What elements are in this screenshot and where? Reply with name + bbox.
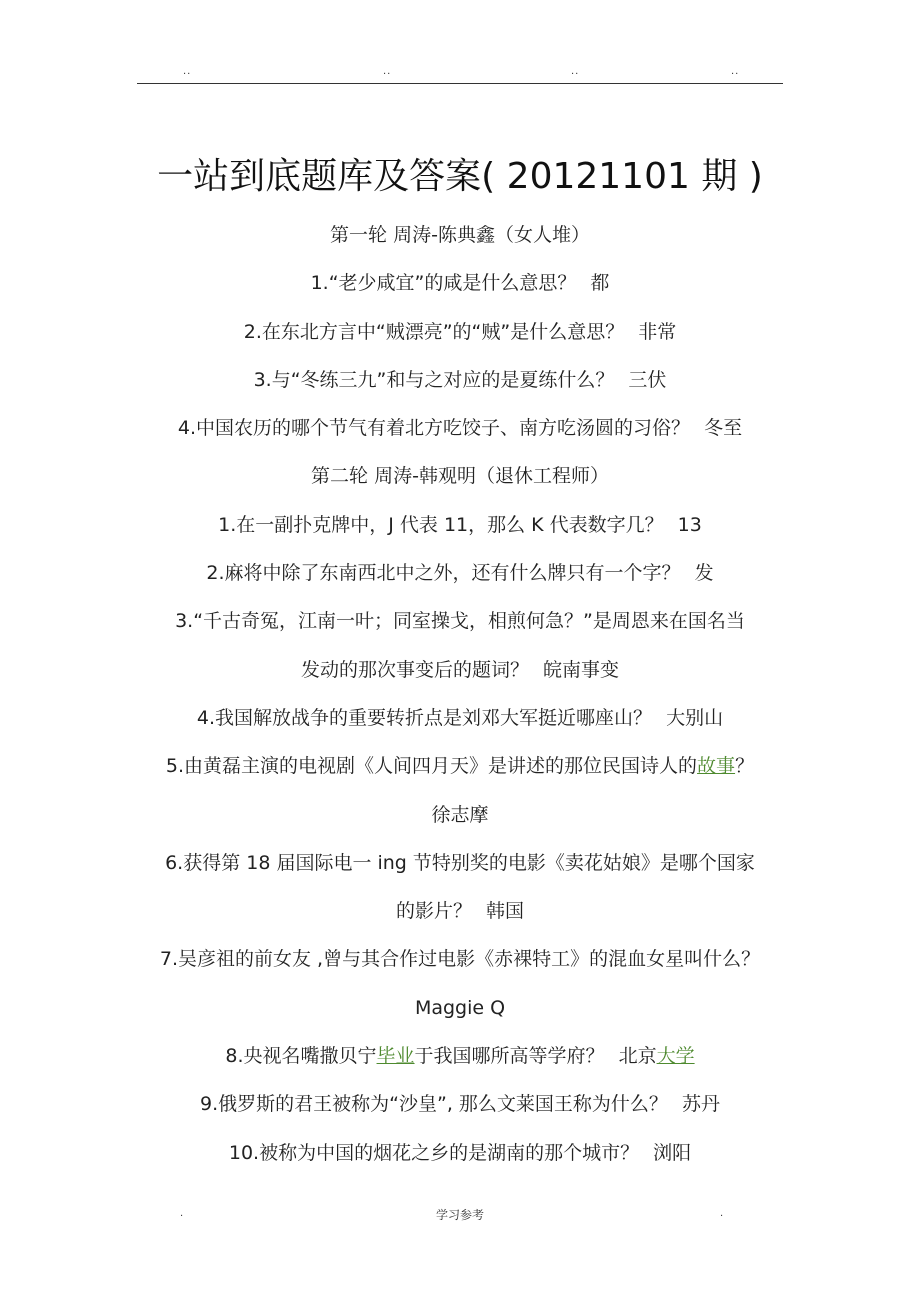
question-line: [130, 935, 790, 983]
question-text: 9.俄罗斯的君王被称为“沙皇”, 那么文莱国王称为什么？: [200, 1093, 668, 1116]
footer-text: 学习参考: [435, 1208, 484, 1222]
question-line: [130, 887, 790, 935]
answer-text: 非常: [638, 320, 677, 343]
question-line: [130, 308, 790, 356]
answer-text: 北京: [618, 1045, 657, 1068]
question-text: 5.由黄磊主演的电视剧《人间四月天》是讲述的那位民国诗人的: [165, 755, 698, 778]
answer-text: 苏丹: [681, 1093, 720, 1116]
answer-text: 皖南事变: [543, 658, 620, 681]
answer-text: 浏阳: [653, 1141, 692, 1164]
header-mark: ..: [571, 66, 580, 77]
answer-text: 韩国: [486, 900, 525, 923]
answer-text: 冬至: [704, 417, 743, 440]
question-text: 7.吴彦祖的前女友 ,曾与其合作过电影《赤裸特工》的混血女星叫什么？: [159, 948, 761, 971]
question-line: 5.由黄磊主演的电视剧《人间四月天》是讲述的那位民国诗人的故事？: [165, 755, 755, 778]
question-text: 6.获得第 18 届国际电一 ing 节特别奖的电影《卖花姑娘》是哪个国家: [165, 851, 755, 874]
document-title: 一站到底题库及答案( 20121101 期 ): [157, 156, 763, 197]
university-link[interactable]: 大学: [656, 1045, 695, 1068]
answer-text: 都: [590, 272, 610, 295]
document-body: [130, 211, 790, 1177]
question-text: 3.“千古奇冤，江南一叶；同室操戈，相煎何急？”是周恩来在国名当: [175, 610, 745, 633]
answer-text: 13: [677, 513, 702, 536]
question-text: 发动的那次事变后的题词？: [300, 658, 529, 681]
question-line: [130, 694, 790, 742]
question-text: 8.央视名嘴撒贝宁: [225, 1045, 377, 1068]
question-line: [130, 404, 790, 452]
question-line: [130, 259, 790, 307]
question-text: 3.与“冬练三九”和与之对应的是夏练什么？: [253, 368, 615, 391]
header-mark: ..: [183, 66, 192, 77]
question-line: [130, 839, 790, 887]
answer-text: 徐志摩: [431, 803, 489, 826]
round-heading: 第一轮 周涛-陈典鑫（女人堆）: [330, 224, 590, 246]
question-text: 4.中国农历的哪个节气有着北方吃饺子、南方吃汤圆的习俗？: [177, 417, 691, 440]
footer-mark-right: .: [720, 1208, 724, 1219]
question-line: [130, 549, 790, 597]
answer-text: 大别山: [666, 706, 724, 729]
question-text: 的影片？: [395, 900, 472, 923]
round-heading: 第二轮 周涛-韩观明（退休工程师）: [311, 465, 609, 488]
answer-line: [130, 984, 790, 1032]
question-line: [130, 597, 790, 645]
answer-text: Maggie Q: [414, 996, 506, 1019]
footer-mark-left: .: [180, 1208, 184, 1219]
question-text: 1.在一副扑克牌中，J 代表 11，那么 K 代表数字几？: [218, 513, 664, 536]
answer-text: 三伏: [628, 368, 667, 391]
header-rule: [137, 83, 783, 84]
question-line: 8.央视名嘴撒贝宁毕业于我国哪所高等学府？ 北京大学: [225, 1045, 695, 1068]
question-text: 2.麻将中除了东南西北中之外，还有什么牌只有一个字？: [206, 562, 681, 585]
story-link[interactable]: 故事: [697, 755, 736, 778]
question-line: [130, 1129, 790, 1177]
answer-line: [130, 791, 790, 839]
graduate-link[interactable]: 毕业: [376, 1045, 415, 1068]
header-mark: ..: [731, 66, 740, 77]
question-text: 1.“老少咸宜”的咸是什么意思？: [310, 272, 577, 295]
question-text: 4.我国解放战争的重要转折点是刘邓大军挺近哪座山？: [196, 706, 653, 729]
question-text: 2.在东北方言中“贼漂亮”的“贼”是什么意思？: [243, 320, 625, 343]
answer-text: 发: [694, 562, 714, 585]
question-line: [130, 646, 790, 694]
question-line: [130, 356, 790, 404]
question-line: [130, 1080, 790, 1128]
question-line: [130, 501, 790, 549]
question-text: 10.被称为中国的烟花之乡的是湖南的那个城市？: [228, 1141, 640, 1164]
header-mark: ..: [383, 66, 392, 77]
